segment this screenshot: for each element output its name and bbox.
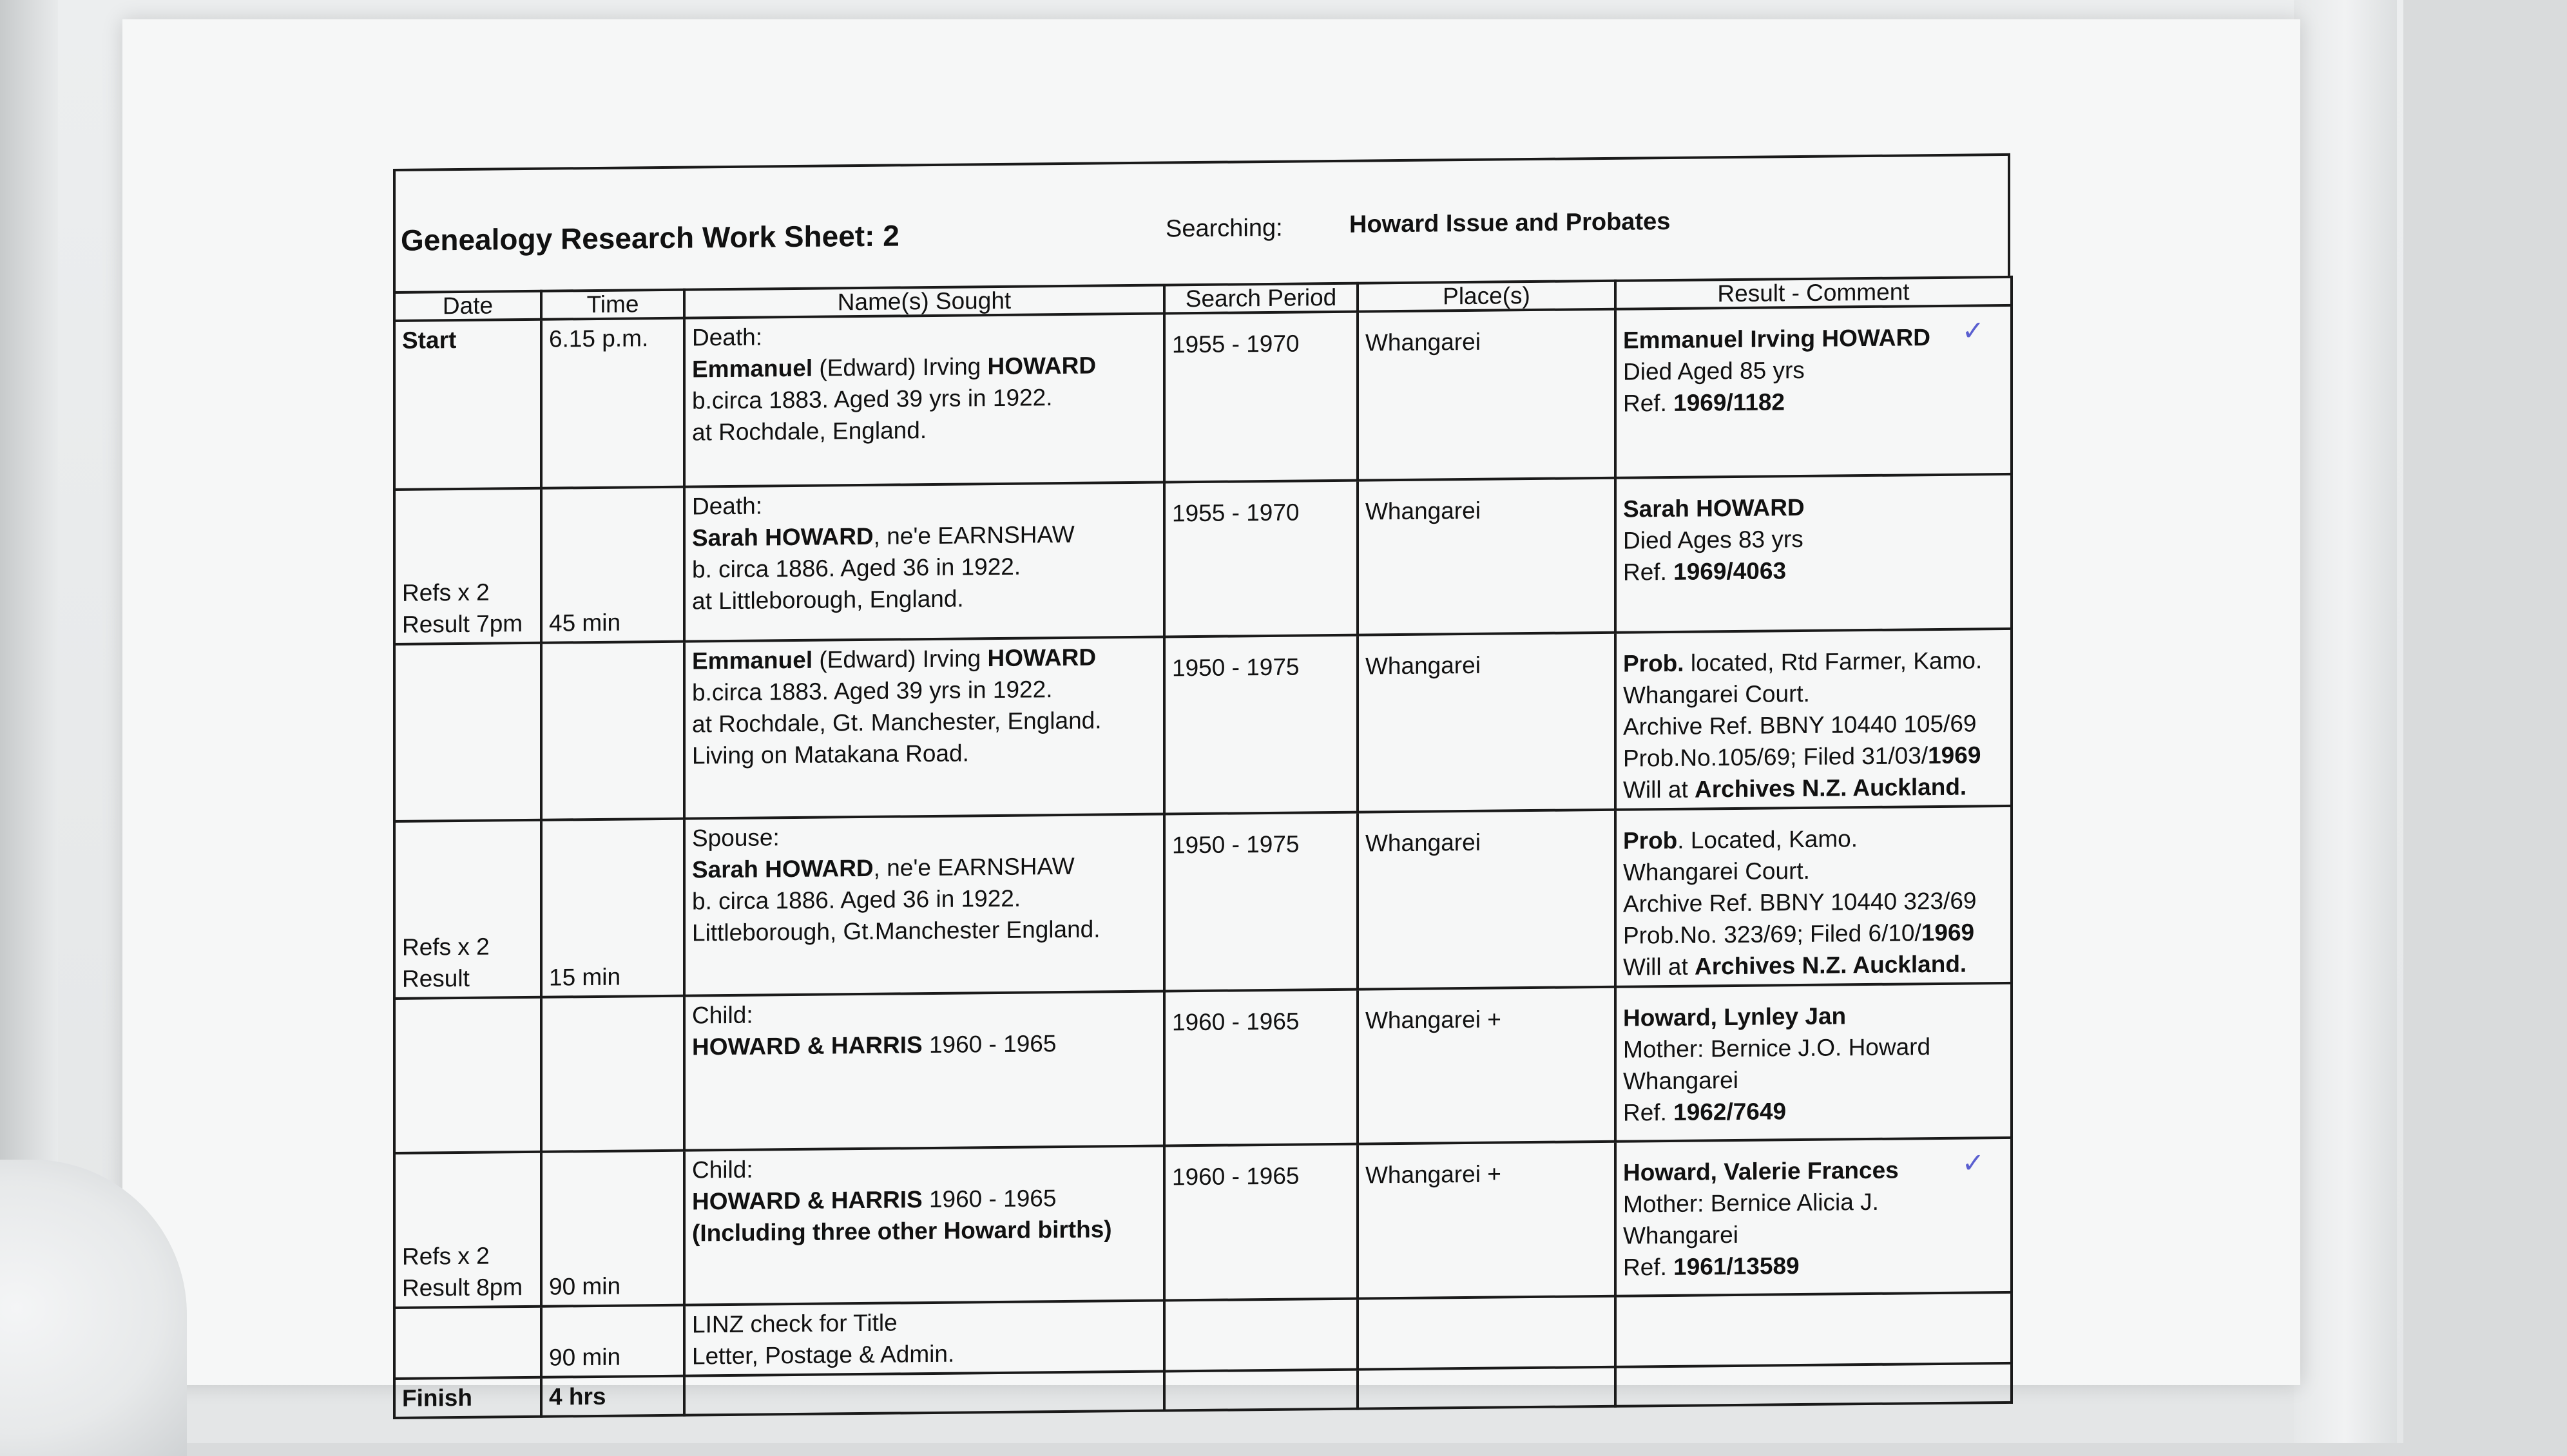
names-text: Sarah HOWARD xyxy=(692,522,874,551)
result-line xyxy=(1623,1093,2004,1129)
names-line xyxy=(692,349,1157,385)
names-text: Letter, Postage & Admin. xyxy=(692,1340,955,1370)
period-cell: 1955 - 1970 xyxy=(1164,481,1358,637)
searching-value: Howard Issue and Probates xyxy=(1349,207,1671,238)
names-line xyxy=(692,1150,1157,1186)
research-table xyxy=(393,276,2013,1419)
names-line xyxy=(692,913,1157,949)
table-row xyxy=(394,983,2012,1153)
result-line xyxy=(1623,1062,2004,1097)
result-text: Whangarei Court. xyxy=(1623,680,1810,709)
names-text: Sarah HOWARD xyxy=(692,854,874,883)
names-text: b. circa 1886. Aged 36 in 1922. xyxy=(692,885,1021,915)
time-bottom: 90 min xyxy=(549,1343,621,1371)
result-text: Emmanuel Irving HOWARD xyxy=(1623,324,1930,354)
result-text: Whangarei Court. xyxy=(1623,857,1810,886)
names-cell xyxy=(684,1372,1164,1415)
result-text: Whangarei xyxy=(1623,1066,1738,1095)
date-cell xyxy=(394,997,541,1153)
date-cell xyxy=(394,488,541,644)
names-cell xyxy=(684,1146,1164,1305)
names-text: Child: xyxy=(692,1156,753,1183)
column-header-places: Place(s) xyxy=(1358,281,1615,312)
names-text: LINZ check for Title xyxy=(692,1309,898,1338)
place-cell xyxy=(1358,1296,1615,1370)
names-cell xyxy=(684,637,1164,819)
result-cell xyxy=(1615,629,2012,810)
names-line xyxy=(692,581,1157,617)
names-text: (Edward) Irving xyxy=(812,645,988,673)
result-text: Whangarei xyxy=(1623,1221,1738,1249)
names-cell xyxy=(684,1301,1164,1376)
result-cell xyxy=(1615,1363,2012,1406)
result-cell xyxy=(1615,1138,2012,1296)
result-text: located, Rtd Farmer, Kamo. xyxy=(1684,647,1983,676)
result-line xyxy=(1623,321,2004,356)
result-text: Will at xyxy=(1623,776,1695,803)
names-text: HOWARD & HARRIS xyxy=(692,1186,923,1215)
names-text: Living on Matakana Road. xyxy=(692,740,969,769)
result-cell xyxy=(1615,474,2012,633)
time-top: 6.15 p.m. xyxy=(549,325,649,352)
time-bottom: 45 min xyxy=(549,609,621,637)
column-header-result: Result - Comment xyxy=(1615,277,2012,309)
result-text: Died Aged 85 yrs xyxy=(1623,356,1805,385)
names-text: b.circa 1883. Aged 39 yrs in 1922. xyxy=(692,384,1053,414)
date-cell xyxy=(394,1307,541,1379)
names-line xyxy=(692,736,1157,772)
result-text: Mother: Bernice Alicia J. xyxy=(1623,1188,1879,1218)
result-line xyxy=(1623,707,2004,743)
table-row xyxy=(394,305,2012,490)
table-row xyxy=(394,629,2012,821)
period-cell xyxy=(1164,1370,1358,1411)
date-cell xyxy=(394,643,541,821)
date-cell xyxy=(394,1377,541,1418)
searching-label: Searching: xyxy=(1166,214,1283,243)
result-text: Ref. xyxy=(1623,1253,1674,1281)
names-line xyxy=(692,318,1157,354)
time-cell xyxy=(541,819,684,997)
place-cell: Whangarei xyxy=(1358,478,1615,635)
names-text: Spouse: xyxy=(692,824,780,852)
date-bottom: Refs x 2 Result xyxy=(402,933,490,992)
result-text: Ref. xyxy=(1623,1098,1674,1126)
result-text: 1962/7649 xyxy=(1673,1098,1787,1126)
result-text: Prob.No.105/69; Filed 31/03/ xyxy=(1623,742,1928,772)
names-text: HOWARD & HARRIS xyxy=(692,1031,923,1060)
date-cell xyxy=(394,1152,541,1308)
worksheet-header xyxy=(393,153,2010,291)
result-line xyxy=(1623,553,2004,588)
names-line xyxy=(692,1336,1157,1372)
result-line xyxy=(1623,771,2004,806)
names-text: Littleborough, Gt.Manchester England. xyxy=(692,915,1101,946)
names-text: (Including three other Howard births) xyxy=(692,1216,1112,1247)
names-line xyxy=(692,704,1157,740)
result-line xyxy=(1623,521,2004,557)
names-line xyxy=(692,1305,1157,1341)
time-cell xyxy=(541,996,684,1152)
result-line xyxy=(1623,384,2004,419)
result-cell xyxy=(1615,1292,2012,1367)
names-line xyxy=(692,1182,1157,1218)
place-cell xyxy=(1358,1367,1615,1409)
result-text: Prob xyxy=(1623,827,1678,854)
period-cell: 1950 - 1975 xyxy=(1164,635,1358,814)
names-line xyxy=(692,381,1157,417)
result-text: Mother: Bernice J.O. Howard xyxy=(1623,1033,1931,1063)
date-bottom: Refs x 2 Result 8pm xyxy=(402,1242,523,1301)
names-cell xyxy=(684,314,1164,487)
result-line xyxy=(1623,1185,2004,1220)
time-cell xyxy=(541,642,684,820)
names-cell xyxy=(684,991,1164,1151)
names-text: at Rochdale, Gt. Manchester, England. xyxy=(692,707,1102,738)
checkmark-icon: ✓ xyxy=(1961,315,1985,346)
names-text: b.circa 1883. Aged 39 yrs in 1922. xyxy=(692,676,1053,706)
period-cell: 1960 - 1965 xyxy=(1164,990,1358,1146)
names-cell xyxy=(684,483,1164,642)
result-text: Howard, Valerie Frances xyxy=(1623,1156,1899,1186)
names-text: at Littleborough, England. xyxy=(692,585,964,615)
names-text: HOWARD xyxy=(987,644,1097,672)
result-text: 1969 xyxy=(1928,742,1981,769)
names-text: b. circa 1886. Aged 36 in 1922. xyxy=(692,553,1021,583)
result-line xyxy=(1623,490,2004,525)
place-cell: Whangarei + xyxy=(1358,1142,1615,1299)
result-line xyxy=(1623,853,2004,888)
column-header-names: Name(s) Sought xyxy=(684,285,1164,318)
result-cell xyxy=(1615,305,2012,478)
place-cell: Whangarei xyxy=(1358,309,1615,481)
date-bottom: Refs x 2 Result 7pm xyxy=(402,579,523,638)
time-cell xyxy=(541,1376,684,1417)
result-text: Archives N.Z. Auckland. xyxy=(1695,773,1967,803)
period-cell: 1950 - 1975 xyxy=(1164,812,1358,991)
names-line xyxy=(692,818,1157,854)
place-cell: Whangarei xyxy=(1358,633,1615,812)
names-text: , ne'e EARNSHAW xyxy=(873,521,1075,550)
result-text: Archives N.Z. Auckland. xyxy=(1695,950,1967,980)
place-cell: Whangarei + xyxy=(1358,987,1615,1144)
names-line xyxy=(692,850,1157,886)
result-text: . Located, Kamo. xyxy=(1677,825,1858,854)
result-line xyxy=(1623,948,2004,983)
time-cell xyxy=(541,487,684,643)
result-cell xyxy=(1615,983,2012,1142)
worksheet-title: Genealogy Research Work Sheet: 2 xyxy=(401,218,899,257)
result-line xyxy=(1623,676,2004,711)
names-text: Emmanuel xyxy=(692,646,813,675)
names-text: 1960 - 1965 xyxy=(922,1030,1057,1058)
names-text: at Rochdale, England. xyxy=(692,417,927,446)
result-text: Died Ages 83 yrs xyxy=(1623,525,1803,554)
result-line xyxy=(1623,1030,2004,1066)
names-line xyxy=(692,518,1157,554)
table-row xyxy=(394,1138,2012,1308)
result-text: Will at xyxy=(1623,953,1695,981)
names-line xyxy=(692,550,1157,586)
time-cell xyxy=(541,318,684,488)
result-line xyxy=(1623,644,2004,680)
time-bottom: 90 min xyxy=(549,1272,621,1300)
names-text: HOWARD xyxy=(987,352,1097,380)
date-cell xyxy=(394,820,541,999)
result-cell xyxy=(1615,806,2012,987)
names-line xyxy=(692,673,1157,709)
names-text: Death: xyxy=(692,323,763,351)
names-line xyxy=(692,412,1157,448)
result-line xyxy=(1623,1248,2004,1283)
time-cell xyxy=(541,1305,684,1377)
result-line xyxy=(1623,1153,2004,1189)
result-text: Ref. xyxy=(1623,389,1674,417)
result-line xyxy=(1623,885,2004,920)
names-line xyxy=(692,1213,1157,1249)
date-top: Finish xyxy=(402,1384,472,1412)
names-line xyxy=(692,641,1157,677)
result-text: 1969/4063 xyxy=(1673,557,1787,585)
names-line xyxy=(692,486,1157,522)
place-cell: Whangarei xyxy=(1358,810,1615,990)
result-text: 1961/13589 xyxy=(1673,1252,1800,1280)
time-cell xyxy=(541,1151,684,1307)
names-text: Child: xyxy=(692,1001,753,1029)
result-text: 1969 xyxy=(1921,919,1975,946)
period-cell: 1960 - 1965 xyxy=(1164,1144,1358,1301)
column-header-period: Search Period xyxy=(1164,283,1358,314)
period-cell xyxy=(1164,1299,1358,1372)
column-header-date: Date xyxy=(394,291,541,321)
names-line xyxy=(692,1027,1157,1063)
column-header-time: Time xyxy=(541,290,684,320)
result-line xyxy=(1623,916,2004,952)
worksheet xyxy=(393,153,2010,1412)
result-text: Archive Ref. BBNY 10440 323/69 xyxy=(1623,887,1977,917)
date-top: Start xyxy=(402,327,457,354)
names-text: , ne'e EARNSHAW xyxy=(873,852,1075,881)
names-text: Death: xyxy=(692,492,763,520)
result-line xyxy=(1623,352,2004,388)
result-text: Sarah HOWARD xyxy=(1623,493,1805,522)
names-cell xyxy=(684,814,1164,996)
time-bottom: 15 min xyxy=(549,963,621,991)
table-row xyxy=(394,806,2012,999)
result-text: Ref. xyxy=(1623,558,1674,586)
result-line xyxy=(1623,999,2004,1034)
result-line xyxy=(1623,821,2004,857)
sleeve-edge xyxy=(2294,0,2397,1443)
names-line xyxy=(692,881,1157,917)
period-cell: 1955 - 1970 xyxy=(1164,312,1358,483)
names-text: (Edward) Irving xyxy=(812,353,988,381)
table-row xyxy=(394,474,2012,644)
date-cell xyxy=(394,320,541,490)
result-text: Howard, Lynley Jan xyxy=(1623,1002,1847,1031)
result-text: 1969/1182 xyxy=(1673,388,1785,416)
names-text: 1960 - 1965 xyxy=(922,1185,1057,1213)
result-line xyxy=(1623,1216,2004,1252)
result-text: Archive Ref. BBNY 10440 105/69 xyxy=(1623,710,1977,740)
result-line xyxy=(1623,739,2004,774)
table-body xyxy=(394,305,2012,1418)
time-top: 4 hrs xyxy=(549,1383,606,1410)
checkmark-icon: ✓ xyxy=(1961,1147,1985,1178)
result-text: Prob.No. 323/69; Filed 6/10/ xyxy=(1623,919,1921,949)
names-line xyxy=(692,995,1157,1031)
result-text: Prob. xyxy=(1623,649,1684,677)
names-text: Emmanuel xyxy=(692,354,813,383)
